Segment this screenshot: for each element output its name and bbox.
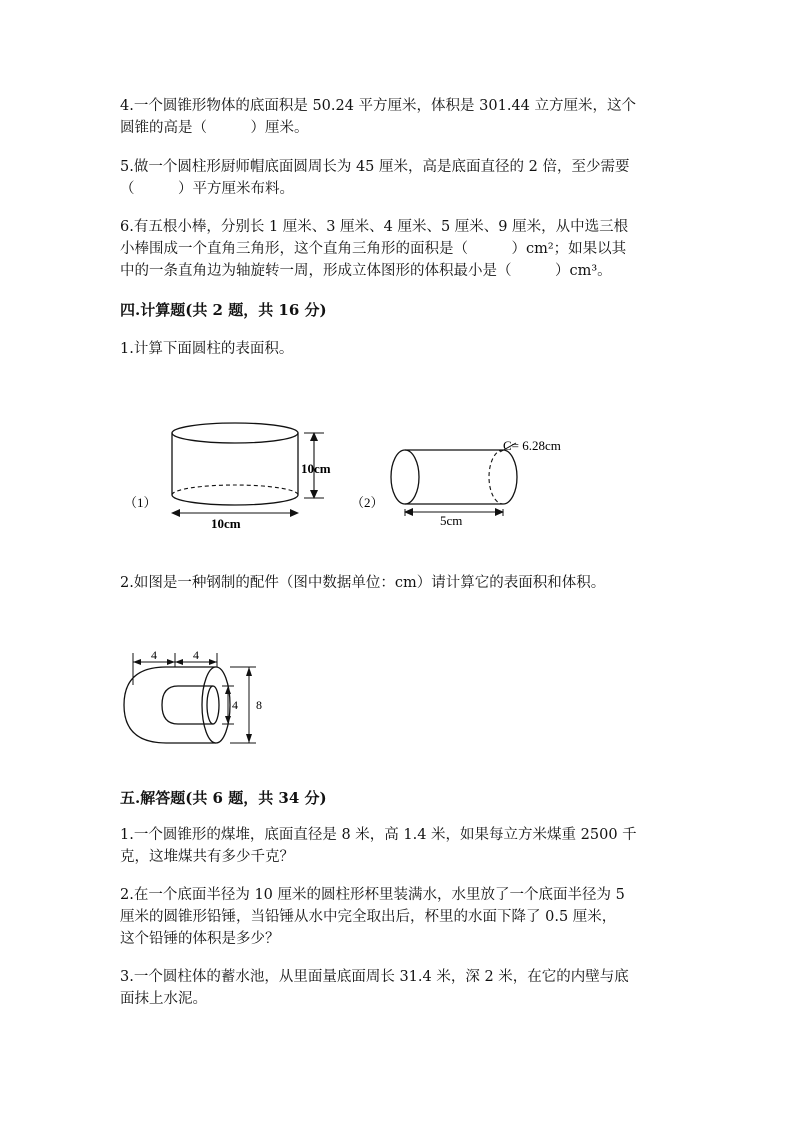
section-5-heading: 五.解答题(共 6 题，共 34 分) — [120, 789, 327, 807]
section-5-question-1-line-1: 1.一个圆锥形的煤堆，底面直径是 8 米，高 1.4 米，如果每立方米煤重 2500 千 — [120, 827, 637, 843]
question-4-line-2: 圆锥的高是（ ）厘米。 — [120, 120, 309, 136]
dimension-label-b: 4 — [193, 648, 199, 662]
question-5-line-1: 5.做一个圆柱形厨师帽底面圆周长为 45 厘米，高是底面直径的 2 倍，至少需要 — [120, 159, 630, 175]
steel-part-figure — [118, 645, 278, 750]
figure-1-width-label: 10cm — [211, 516, 241, 531]
figure-1-height-label: 10cm — [301, 461, 331, 476]
question-4-line-1: 4.一个圆锥形物体的底面积是 50.24 平方厘米，体积是 301.44 立方厘米，这个 — [120, 98, 637, 114]
figure-2-circumference-label: C= 6.28cm — [503, 438, 561, 453]
question-6-line-2: 小棒围成一个直角三角形，这个直角三角形的面积是（ ）cm²；如果以其 — [120, 241, 627, 257]
section-4-question-2: 2.如图是一种钢制的配件（图中数据单位：cm）请计算它的表面积和体积。 — [120, 575, 606, 591]
figure-2-tag: （2） — [351, 495, 384, 510]
question-6-line-3: 中的一条直角边为轴旋转一周，形成立体图形的体积最小是（ ）cm³。 — [120, 263, 612, 279]
section-5-question-3-line-1: 3.一个圆柱体的蓄水池，从里面量底面周长 31.4 米，深 2 米，在它的内壁与底 — [120, 969, 629, 985]
section-5-question-2-line-2: 厘米的圆锥形铅锤，当铅锤从水中完全取出后，杯里的水面下降了 0.5 厘米， — [120, 909, 617, 925]
figure-1-tag: （1） — [124, 495, 157, 510]
question-5-line-2: （ ）平方厘米布料。 — [120, 181, 294, 197]
cylinder-figures — [118, 412, 588, 537]
dimension-label-a: 4 — [151, 648, 157, 662]
question-6-line-1: 6.有五根小棒，分别长 1 厘米、3 厘米、4 厘米、5 厘米、9 厘米，从中选三根 — [120, 219, 629, 235]
figure-2-length-label: 5cm — [440, 513, 463, 528]
section-4-heading: 四.计算题(共 2 题，共 16 分) — [120, 301, 327, 319]
large-diameter-label: 8 — [256, 698, 262, 712]
section-5-question-3-line-2: 面抹上水泥。 — [120, 991, 207, 1007]
section-4-question-1: 1.计算下面圆柱的表面积。 — [120, 341, 294, 357]
section-5-question-1-line-2: 克，这堆煤共有多少千克？ — [120, 849, 294, 865]
section-5-question-2-line-3: 这个铅锤的体积是多少？ — [120, 931, 280, 947]
section-5-question-2-line-1: 2.在一个底面半径为 10 厘米的圆柱形杯里装满水，水里放了一个底面半径为 5 — [120, 887, 625, 903]
cylinder-figure-2 — [391, 443, 517, 516]
small-diameter-label: 4 — [232, 698, 238, 712]
